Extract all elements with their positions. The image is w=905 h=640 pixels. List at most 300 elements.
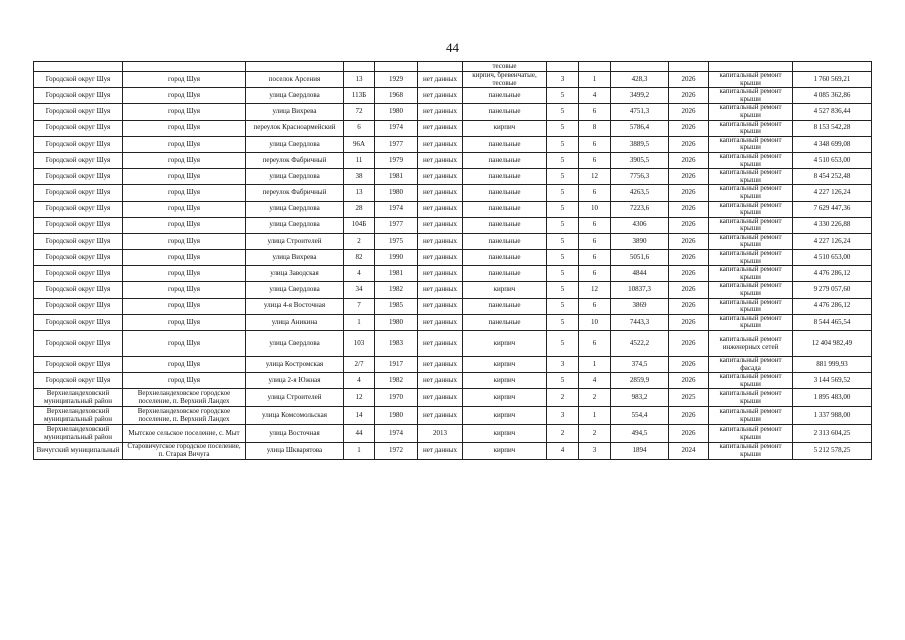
cell-entrances: 6 [579,266,611,282]
cell-floors [547,62,579,72]
cell-area: 374,5 [611,357,669,373]
cell-repair-year: 2026 [669,314,709,330]
table-row [34,88,872,104]
cell-area: 4522,2 [611,331,669,357]
cell-entrances: 12 [579,282,611,298]
table-row [34,233,872,249]
cell-wall-material: тесовые [463,62,547,72]
cell-floors: 5 [547,136,579,152]
cell-district: Городской округ Шуя [34,152,123,168]
table-row [34,250,872,266]
cell-wall-material: панельные [463,266,547,282]
cell-built-year: 1977 [375,217,418,233]
cell-settlement: город Шуя [123,314,246,330]
cell-floors: 3 [547,407,579,425]
cell-settlement: Верхнеландеховское городское поселение, п. Верхний Ландех [123,407,246,425]
cell-street: улица Строителей [246,389,344,407]
cell-work-type: капитальный ремонт крыши [709,314,793,330]
cell-entrances: 1 [579,357,611,373]
cell-floors: 5 [547,266,579,282]
cell-last-repair: нет данных [418,443,463,459]
table-row [34,357,872,373]
cell-cost: 12 404 982,49 [793,331,872,357]
cell-house-number: 13 [344,185,375,201]
cell-area: 3499,2 [611,88,669,104]
cell-repair-year: 2026 [669,425,709,443]
cell-floors: 3 [547,357,579,373]
cell-cost: 1 895 483,00 [793,389,872,407]
cell-cost: 4 085 362,86 [793,88,872,104]
table-row [34,425,872,443]
cell-last-repair: нет данных [418,314,463,330]
cell-wall-material: панельные [463,169,547,185]
cell-work-type: капитальный ремонт крыши [709,425,793,443]
cell-settlement: город Шуя [123,201,246,217]
cell-area: 2859,9 [611,373,669,389]
cell-work-type: капитальный ремонт крыши [709,72,793,88]
cell-built-year [375,62,418,72]
housing-repair-table [33,61,872,460]
cell-house-number: 72 [344,104,375,120]
cell-entrances: 2 [579,389,611,407]
cell-district: Верхнеландеховский муниципальный район [34,425,123,443]
cell-built-year: 1929 [375,72,418,88]
cell-area: 983,2 [611,389,669,407]
cell-house-number: 113Б [344,88,375,104]
cell-cost: 8 153 542,28 [793,120,872,136]
cell-settlement: город Шуя [123,282,246,298]
cell-last-repair: нет данных [418,373,463,389]
cell-street: улица Шкварятова [246,443,344,459]
cell-area: 4263,5 [611,185,669,201]
cell-wall-material: панельные [463,201,547,217]
cell-last-repair: нет данных [418,88,463,104]
cell-last-repair: нет данных [418,233,463,249]
cell-house-number: 104Б [344,217,375,233]
cell-floors: 5 [547,217,579,233]
cell-district: Городской округ Шуя [34,104,123,120]
cell-built-year: 1970 [375,389,418,407]
cell-settlement: город Шуя [123,169,246,185]
cell-settlement: город Шуя [123,88,246,104]
cell-wall-material: панельные [463,217,547,233]
cell-last-repair: нет данных [418,407,463,425]
cell-last-repair: нет данных [418,217,463,233]
cell-district: Верхнеландеховский муниципальный район [34,407,123,425]
cell-cost: 4 476 286,12 [793,266,872,282]
cell-built-year: 1972 [375,443,418,459]
cell-built-year: 1980 [375,407,418,425]
cell-area [611,62,669,72]
cell-work-type: капитальный ремонт крыши [709,136,793,152]
cell-repair-year: 2026 [669,201,709,217]
table-row-continued [34,62,872,72]
cell-area: 7443,3 [611,314,669,330]
cell-district: Городской округ Шуя [34,88,123,104]
cell-settlement: город Шуя [123,373,246,389]
cell-floors: 5 [547,88,579,104]
cell-built-year: 1968 [375,88,418,104]
cell-area: 7756,3 [611,169,669,185]
cell-settlement: Верхнеландеховское городское поселение, п. Верхний Ландех [123,389,246,407]
cell-house-number: 38 [344,169,375,185]
cell-settlement: город Шуя [123,120,246,136]
table-row [34,104,872,120]
cell-entrances: 6 [579,250,611,266]
cell-built-year: 1980 [375,104,418,120]
cell-house-number: 4 [344,373,375,389]
cell-street: улица Вихрева [246,250,344,266]
cell-floors: 2 [547,425,579,443]
cell-area: 4751,3 [611,104,669,120]
cell-settlement: город Шуя [123,233,246,249]
cell-work-type: капитальный ремонт крыши [709,217,793,233]
cell-cost: 9 279 057,60 [793,282,872,298]
cell-wall-material: кирпич, бревенчатые, тесовые [463,72,547,88]
cell-entrances: 3 [579,443,611,459]
cell-last-repair: нет данных [418,152,463,168]
cell-entrances: 6 [579,331,611,357]
cell-cost: 1 760 569,21 [793,72,872,88]
cell-floors: 3 [547,72,579,88]
cell-district: Городской округ Шуя [34,169,123,185]
cell-street: улица Свердлова [246,282,344,298]
cell-area: 3869 [611,298,669,314]
cell-work-type: капитальный ремонт крыши [709,185,793,201]
cell-entrances: 1 [579,72,611,88]
cell-floors: 5 [547,169,579,185]
cell-district: Городской округ Шуя [34,373,123,389]
cell-cost: 1 337 988,00 [793,407,872,425]
cell-house-number: 44 [344,425,375,443]
cell-repair-year: 2024 [669,443,709,459]
cell-built-year: 1981 [375,169,418,185]
cell-district: Городской округ Шуя [34,282,123,298]
cell-last-repair [418,62,463,72]
cell-built-year: 1975 [375,233,418,249]
cell-district: Верхнеландеховский муниципальный район [34,389,123,407]
cell-district: Городской округ Шуя [34,72,123,88]
cell-wall-material: панельные [463,88,547,104]
table-row [34,266,872,282]
cell-work-type: капитальный ремонт крыши [709,120,793,136]
cell-cost: 4 527 836,44 [793,104,872,120]
cell-repair-year: 2026 [669,407,709,425]
cell-settlement [123,62,246,72]
cell-last-repair: нет данных [418,282,463,298]
cell-work-type: капитальный ремонт инженерных сетей [709,331,793,357]
cell-built-year: 1917 [375,357,418,373]
cell-last-repair: нет данных [418,357,463,373]
cell-work-type: капитальный ремонт крыши [709,233,793,249]
cell-entrances: 6 [579,217,611,233]
cell-entrances: 10 [579,201,611,217]
cell-house-number: 96А [344,136,375,152]
table-row [34,407,872,425]
cell-entrances: 8 [579,120,611,136]
cell-settlement: город Шуя [123,298,246,314]
cell-street: улица 4-я Восточная [246,298,344,314]
cell-house-number: 13 [344,72,375,88]
cell-built-year: 1983 [375,331,418,357]
table-row [34,152,872,168]
cell-floors: 5 [547,185,579,201]
cell-entrances: 6 [579,298,611,314]
cell-district: Городской округ Шуя [34,201,123,217]
cell-repair-year: 2026 [669,88,709,104]
cell-settlement: город Шуя [123,136,246,152]
cell-district: Вичугский муниципальный [34,443,123,459]
table-row [34,314,872,330]
cell-work-type: капитальный ремонт крыши [709,389,793,407]
cell-work-type: капитальный ремонт крыши [709,250,793,266]
cell-floors: 5 [547,314,579,330]
table-row [34,373,872,389]
cell-work-type: капитальный ремонт крыши [709,282,793,298]
cell-street: улица Свердлова [246,201,344,217]
cell-cost: 3 144 569,52 [793,373,872,389]
cell-house-number [344,62,375,72]
cell-settlement: город Шуя [123,250,246,266]
cell-last-repair: нет данных [418,169,463,185]
cell-floors: 5 [547,152,579,168]
cell-last-repair: нет данных [418,298,463,314]
cell-street: улица Вихрева [246,104,344,120]
cell-district: Городской округ Шуя [34,357,123,373]
cell-area: 3890 [611,233,669,249]
cell-district: Городской округ Шуя [34,250,123,266]
cell-settlement: Мытское сельское поселение, с. Мыт [123,425,246,443]
cell-wall-material: панельные [463,250,547,266]
cell-repair-year: 2026 [669,357,709,373]
cell-house-number: 1 [344,314,375,330]
cell-wall-material: панельные [463,136,547,152]
cell-work-type: капитальный ремонт крыши [709,201,793,217]
cell-street: улица Комсомольская [246,407,344,425]
cell-repair-year: 2026 [669,185,709,201]
cell-entrances [579,62,611,72]
cell-entrances: 6 [579,152,611,168]
cell-house-number: 103 [344,331,375,357]
cell-entrances: 6 [579,104,611,120]
cell-repair-year: 2026 [669,233,709,249]
cell-house-number: 6 [344,120,375,136]
cell-street: улица Свердлова [246,136,344,152]
cell-house-number: 82 [344,250,375,266]
cell-district: Городской округ Шуя [34,185,123,201]
cell-wall-material: кирпич [463,373,547,389]
cell-house-number: 4 [344,266,375,282]
table-row [34,331,872,357]
cell-house-number: 11 [344,152,375,168]
cell-built-year: 1990 [375,250,418,266]
cell-last-repair: нет данных [418,250,463,266]
cell-built-year: 1974 [375,425,418,443]
cell-wall-material: кирпич [463,282,547,298]
cell-area: 4844 [611,266,669,282]
cell-district: Городской округ Шуя [34,120,123,136]
cell-cost: 4 510 653,00 [793,250,872,266]
cell-district [34,62,123,72]
cell-floors: 5 [547,282,579,298]
cell-street: улица 2-я Южная [246,373,344,389]
cell-work-type: капитальный ремонт крыши [709,266,793,282]
cell-wall-material: панельные [463,185,547,201]
cell-repair-year: 2026 [669,298,709,314]
table-row [34,120,872,136]
cell-district: Городской округ Шуя [34,217,123,233]
cell-house-number: 7 [344,298,375,314]
cell-entrances: 4 [579,373,611,389]
cell-repair-year: 2026 [669,217,709,233]
cell-wall-material: кирпич [463,357,547,373]
cell-floors: 2 [547,389,579,407]
cell-settlement: город Шуя [123,72,246,88]
cell-entrances: 6 [579,136,611,152]
cell-area: 4306 [611,217,669,233]
cell-street: улица Строителей [246,233,344,249]
cell-district: Городской округ Шуя [34,136,123,152]
cell-repair-year: 2026 [669,331,709,357]
cell-floors: 5 [547,298,579,314]
cell-built-year: 1980 [375,185,418,201]
cell-street: переулок Фабричный [246,185,344,201]
cell-built-year: 1982 [375,373,418,389]
cell-entrances: 1 [579,407,611,425]
table-row [34,136,872,152]
cell-last-repair: нет данных [418,266,463,282]
cell-area: 3889,5 [611,136,669,152]
cell-cost: 881 999,93 [793,357,872,373]
cell-wall-material: панельные [463,314,547,330]
cell-cost: 4 227 126,24 [793,185,872,201]
cell-district: Городской округ Шуя [34,314,123,330]
cell-district: Городской округ Шуя [34,331,123,357]
cell-district: Городской округ Шуя [34,298,123,314]
cell-wall-material: панельные [463,152,547,168]
page-number: 44 [446,40,459,55]
cell-entrances: 10 [579,314,611,330]
cell-wall-material: кирпич [463,443,547,459]
cell-entrances: 12 [579,169,611,185]
cell-repair-year: 2026 [669,373,709,389]
table-row [34,217,872,233]
cell-cost: 5 212 578,25 [793,443,872,459]
cell-last-repair: нет данных [418,389,463,407]
cell-cost: 8 544 465,54 [793,314,872,330]
cell-cost [793,62,872,72]
cell-repair-year: 2026 [669,72,709,88]
cell-repair-year: 2026 [669,266,709,282]
cell-repair-year: 2026 [669,250,709,266]
cell-house-number: 14 [344,407,375,425]
cell-street: улица Заводская [246,266,344,282]
cell-cost: 4 227 126,24 [793,233,872,249]
cell-work-type: капитальный ремонт крыши [709,373,793,389]
cell-house-number: 12 [344,389,375,407]
cell-repair-year: 2025 [669,389,709,407]
cell-wall-material: панельные [463,298,547,314]
cell-last-repair: нет данных [418,120,463,136]
cell-street: улица Костромская [246,357,344,373]
cell-floors: 5 [547,373,579,389]
cell-area: 1894 [611,443,669,459]
cell-cost: 4 330 226,88 [793,217,872,233]
table-row [34,389,872,407]
cell-built-year: 1974 [375,120,418,136]
table-row [34,169,872,185]
cell-floors: 5 [547,201,579,217]
cell-floors: 5 [547,250,579,266]
cell-wall-material: кирпич [463,425,547,443]
cell-wall-material: панельные [463,233,547,249]
cell-repair-year: 2026 [669,152,709,168]
cell-entrances: 6 [579,233,611,249]
cell-area: 3905,5 [611,152,669,168]
cell-street: переулок Фабричный [246,152,344,168]
cell-area: 7223,6 [611,201,669,217]
cell-settlement: город Шуя [123,185,246,201]
cell-work-type [709,62,793,72]
cell-repair-year: 2026 [669,120,709,136]
cell-street: улица Свердлова [246,331,344,357]
cell-district: Городской округ Шуя [34,233,123,249]
cell-street: улица Свердлова [246,169,344,185]
cell-area: 494,5 [611,425,669,443]
cell-wall-material: кирпич [463,120,547,136]
cell-floors: 5 [547,331,579,357]
cell-settlement: город Шуя [123,357,246,373]
cell-work-type: капитальный ремонт крыши [709,104,793,120]
cell-house-number: 2 [344,233,375,249]
cell-street [246,62,344,72]
cell-district: Городской округ Шуя [34,266,123,282]
cell-settlement: город Шуя [123,104,246,120]
cell-floors: 5 [547,233,579,249]
cell-settlement: город Шуя [123,217,246,233]
cell-street: улица Аникина [246,314,344,330]
cell-house-number: 34 [344,282,375,298]
table-row [34,201,872,217]
cell-built-year: 1981 [375,266,418,282]
cell-house-number: 1 [344,443,375,459]
cell-work-type: капитальный ремонт крыши [709,298,793,314]
cell-street: поселок Арсения [246,72,344,88]
cell-wall-material: кирпич [463,331,547,357]
cell-cost: 4 348 699,08 [793,136,872,152]
cell-entrances: 2 [579,425,611,443]
cell-last-repair: нет данных [418,136,463,152]
cell-house-number: 2/7 [344,357,375,373]
cell-repair-year: 2026 [669,104,709,120]
table-body [34,62,872,460]
cell-settlement: Старовичугское городское поселение, п. Старая Вичуга [123,443,246,459]
cell-work-type: капитальный ремонт крыши [709,443,793,459]
table-row [34,443,872,459]
cell-area: 5786,4 [611,120,669,136]
cell-last-repair: нет данных [418,201,463,217]
cell-work-type: капитальный ремонт крыши [709,407,793,425]
cell-wall-material: кирпич [463,407,547,425]
table-row [34,185,872,201]
cell-last-repair: нет данных [418,185,463,201]
cell-cost: 4 510 653,00 [793,152,872,168]
cell-area: 428,3 [611,72,669,88]
cell-settlement: город Шуя [123,331,246,357]
table-row [34,72,872,88]
cell-built-year: 1979 [375,152,418,168]
cell-built-year: 1982 [375,282,418,298]
